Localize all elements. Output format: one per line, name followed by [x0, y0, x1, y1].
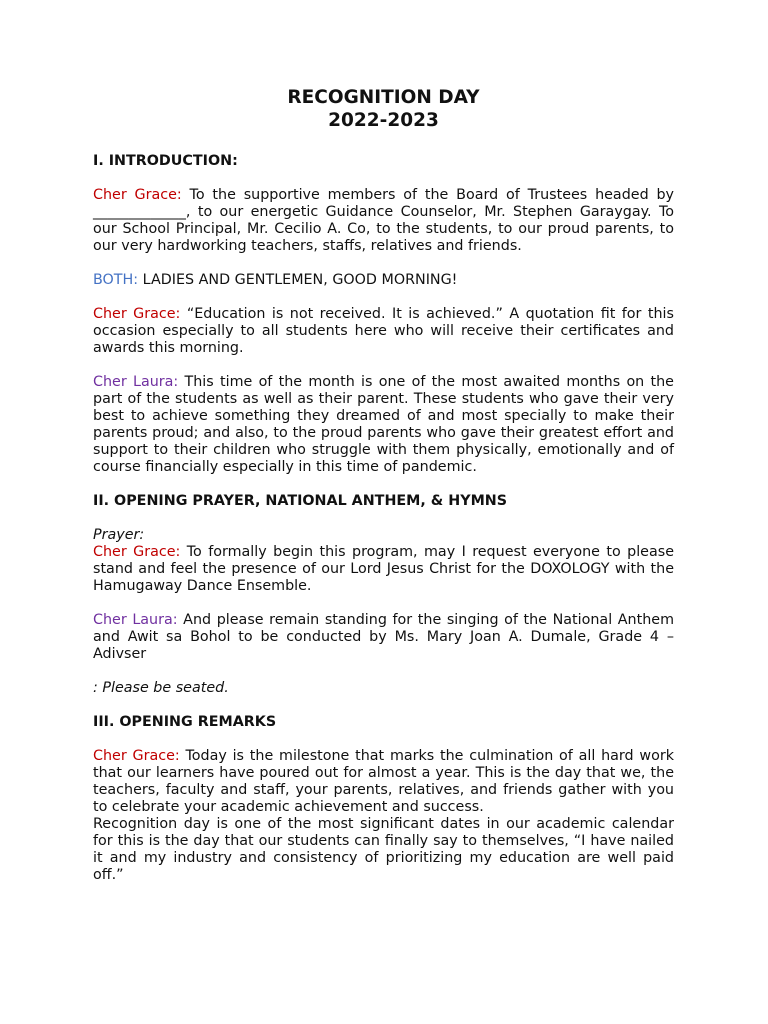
speaker-label-both: BOTH: — [93, 272, 139, 288]
paragraph-intro-4 — [93, 374, 674, 476]
paragraph-intro-2 — [93, 272, 674, 289]
section-heading-opening-prayer: II. OPENING PRAYER, NATIONAL ANTHEM, & HYMNS — [93, 493, 508, 509]
paragraph-text: LADIES AND GENTLEMEN, GOOD MORNING! — [138, 272, 458, 288]
speaker-label-laura: Cher Laura: — [93, 612, 178, 628]
paragraph-prayer-1 — [93, 544, 674, 595]
prayer-label: Prayer: — [93, 527, 145, 543]
speaker-label-laura: Cher Laura: — [93, 374, 179, 390]
paragraph-text: Today is the milestone that marks the culmination of all hard work that our learners have poured out for almost a year. This is the day that we, the teachers, faculty and staff, your parents, relatives, and friends gather with you to celebrate your academic achievement and success. — [93, 748, 674, 815]
section-heading-introduction: I. INTRODUCTION: — [93, 153, 238, 169]
paragraph-text: “Education is not received. It is achieved.” A quotation fit for this occasion especially to all students here who will receive their certificates and awards this morning. — [93, 306, 674, 356]
paragraph-remarks-2: Recognition day is one of the most significant dates in our academic calendar for this is the day that our students can finally say to themselves, “I have nailed it and my industry and consistency of prioritizing my education are well paid off.” — [93, 816, 674, 883]
paragraph-text: To formally begin this program, may I request everyone to please stand and feel the presence of our Lord Jesus Christ for the DOXOLOGY with the Hamugaway Dance Ensemble. — [93, 544, 674, 594]
speaker-label-grace: Cher Grace: — [93, 187, 182, 203]
title-line-1: RECOGNITION DAY — [287, 87, 480, 108]
paragraph-intro-3 — [93, 306, 674, 357]
paragraph-text: To the supportive members of the Board of Trustees headed by _____________, to our energetic Guidance Counselor, Mr. Stephen Garaygay. To our School Principal, Mr. Cecilio A. Co, to the students, to our proud parents, to our very hardworking teachers, staffs, relatives and friends. — [93, 187, 674, 254]
paragraph-prayer-2 — [93, 612, 674, 663]
speaker-label-grace: Cher Grace: — [93, 748, 180, 764]
title-line-2: 2022-2023 — [328, 110, 439, 131]
document-page — [93, 86, 674, 901]
paragraph-text: And please remain standing for the singing of the National Anthem and Awit sa Bohol to be conducted by Ms. Mary Joan A. Dumale, Grade 4 – Adivser — [93, 612, 674, 662]
speaker-label-grace: Cher Grace: — [93, 306, 181, 322]
document-title — [93, 86, 674, 132]
paragraph-text: This time of the month is one of the most awaited months on the part of the students as well as their parent. These students who gave their very best to achieve something they dreamed of and most specially to make their parents proud; and also, to the proud parents who gave their greatest effort and support to their children who struggle with them physically, emotionally and of course financially especially in this time of pandemic. — [93, 374, 674, 475]
paragraph-intro-1 — [93, 187, 674, 255]
section-heading-opening-remarks: III. OPENING REMARKS — [93, 714, 277, 730]
speaker-label-grace: Cher Grace: — [93, 544, 181, 560]
seated-note: : Please be seated. — [93, 680, 229, 696]
paragraph-remarks-1 — [93, 748, 674, 816]
